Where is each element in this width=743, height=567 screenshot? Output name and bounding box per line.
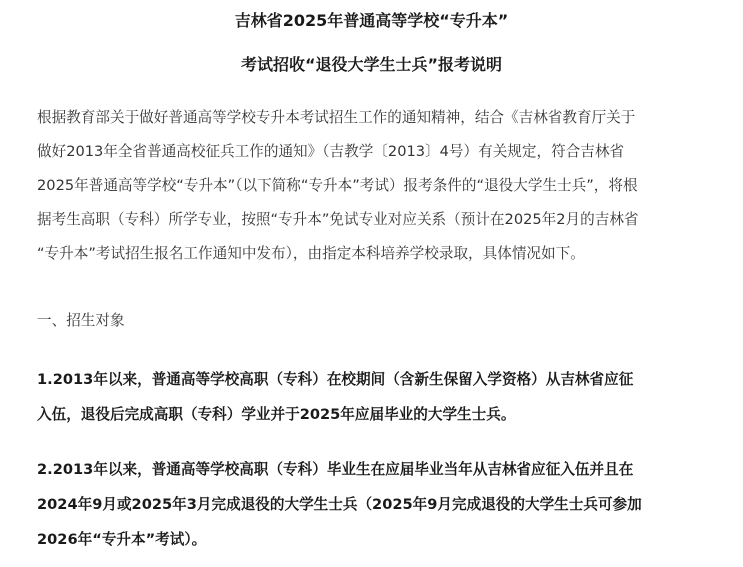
intro-line: 2025年普通高等学校“专升本”（以下简称“专升本”考试）报考条件的“退役大学生士兵”，将根 — [37, 177, 638, 194]
document-title-line2: 考试招收“退役大学生士兵”报考说明 — [240, 55, 503, 74]
document-title-line1: 吉林省2025年普通高等学校“专升本” — [234, 11, 509, 30]
section-heading-text: 一、招生对象 — [37, 312, 125, 329]
intro-paragraph — [37, 101, 727, 271]
list-item-line: 2024年9月或2025年3月完成退役的大学生士兵（2025年9月完成退役的大学生士兵可参加 — [37, 496, 642, 513]
list-item-2 — [37, 452, 727, 557]
list-item-line: 2.2013年以来，普通高等学校高职（专科）毕业生在应届毕业当年从吉林省应征入伍并且在 — [37, 461, 634, 478]
intro-line: “专升本”考试招生报名工作通知中发布），由指定本科培养学校录取，具体情况如下。 — [37, 245, 585, 262]
list-item-1 — [37, 362, 727, 432]
list-item-line: 入伍，退役后完成高职（专科）学业并于2025年应届毕业的大学生士兵。 — [37, 406, 516, 423]
intro-line: 据考生高职（专科）所学专业，按照“专升本”免试专业对应关系（预计在2025年2月的吉林省 — [37, 211, 639, 228]
list-item-line: 1.2013年以来，普通高等学校高职（专科）在校期间（含新生保留入学资格）从吉林省应征 — [37, 371, 634, 388]
list-item-line: 2026年“专升本”考试）。 — [37, 531, 207, 548]
section-heading — [37, 304, 727, 338]
intro-line: 根据教育部关于做好普通高等学校专升本考试招生工作的通知精神，结合《吉林省教育厅关于 — [37, 109, 636, 126]
intro-line: 做好2013年全省普通高校征兵工作的通知》（吉教学〔2013〕4号）有关规定，符合吉林省 — [37, 143, 625, 160]
